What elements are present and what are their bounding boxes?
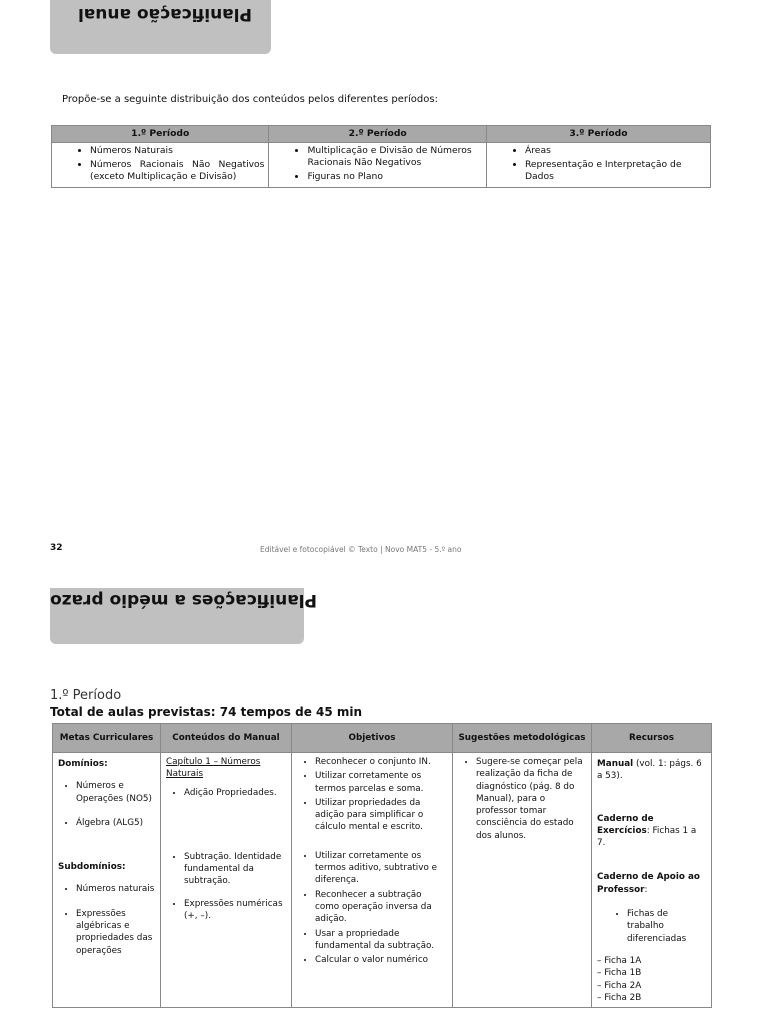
list-item: • Álgebra (ALG5) [76,817,155,829]
list-item: • Números Naturais [90,145,264,157]
period-1-header: 1.º Período [52,126,269,143]
mid-term-plan-title: Planificações a médio prazo [50,590,317,610]
list-item: • Números e Operações (NO5) [76,780,155,805]
period-2-header: 2.º Período [269,126,486,143]
annual-distribution-table [51,125,711,188]
col-recursos: Recursos [592,724,712,753]
chapter-title: Capítulo 1 – Números Naturais [166,757,261,780]
metas-cell [53,753,161,1008]
ficha-item: – Ficha 2A [597,980,642,991]
list-item: • Fichas de trabalho diferenciadas [627,908,706,945]
caderno-resource: Caderno de Exercícios: Fichas 1 a 7. [597,813,697,849]
manual-resource: Manual (vol. 1: págs. 6 a 53). [597,759,702,782]
period-heading: 1.º Período [50,688,122,703]
page-number: 32 [50,543,63,553]
ficha-item: – Ficha 1A [597,955,642,966]
conteudos-cell [161,753,292,1008]
apoio-resource: Caderno de Apoio ao Professor: [597,872,700,895]
list-item: • Figuras no Plano [307,171,481,183]
ficha-item: – Ficha 2B [597,992,642,1003]
list-item: • Áreas [525,145,706,157]
list-item: • Utilizar corretamente os termos aditivo, subtrativo e diferença. [315,850,447,887]
objetivos-cell [292,753,453,1008]
total-classes: Total de aulas previstas: 74 tempos de 45 min [50,705,363,719]
sugestoes-cell [453,753,592,1008]
list-item: • Números Racionais Não Negativos (exceto Multiplicação e Divisão) [90,159,264,183]
list-item: • Sugere-se começar pela realização da ficha de diagnóstico (pág. 8 do Manual), para o professor tomar consciência do estado dos alunos. [476,756,586,842]
list-item: • Usar a propriedade fundamental da subtração. [315,928,447,953]
mid-term-plan-table [52,723,712,1008]
col-objetivos: Objetivos [292,724,453,753]
list-item: • Utilizar corretamente os termos parcelas e soma. [315,770,447,795]
mid-term-plan-banner [50,588,317,644]
list-item: • Reconhecer a subtração como operação inversa da adição. [315,889,447,926]
period-3-contents [486,143,710,188]
list-item: • Multiplicação e Divisão de Números Racionais Não Negativos [307,145,481,169]
list-item: • Expressões algébricas e propriedades das operações [76,908,155,957]
list-item: • Subtração. Identidade fundamental da subtração. [184,851,286,888]
recursos-cell [592,753,712,1008]
list-item: • Adição Propriedades. [184,787,286,799]
intro-text: Propõe-se a seguinte distribuição dos conteúdos pelos diferentes períodos: [62,94,438,105]
dominios-label: Domínios: [58,759,108,769]
list-item: • Expressões numéricas (+, –). [184,898,286,923]
subdominios-label: Subdomínios: [58,862,126,873]
annual-plan-banner [50,0,271,54]
col-metas: Metas Curriculares [53,724,161,753]
col-sugestoes: Sugestões metodológicas [453,724,592,753]
period-3-header: 3.º Período [486,126,710,143]
list-item: • Reconhecer o conjunto IN. [315,756,447,768]
list-item: • Calcular o valor numérico [315,954,447,966]
ficha-item: – Ficha 1B [597,968,642,979]
list-item: • Utilizar propriedades da adição para simplificar o cálculo mental e escrito. [315,797,447,834]
period-1-contents [52,143,269,188]
list-item: • Representação e Interpretação de Dados [525,159,706,183]
list-item: • Números naturais [76,883,155,895]
annual-plan-title: Planificação anual [78,4,252,24]
footer-text: Editável e fotocopiável © Texto | Novo MAT5 - 5.º ano [260,545,462,554]
col-conteudos: Conteúdos do Manual [161,724,292,753]
period-2-contents [269,143,486,188]
